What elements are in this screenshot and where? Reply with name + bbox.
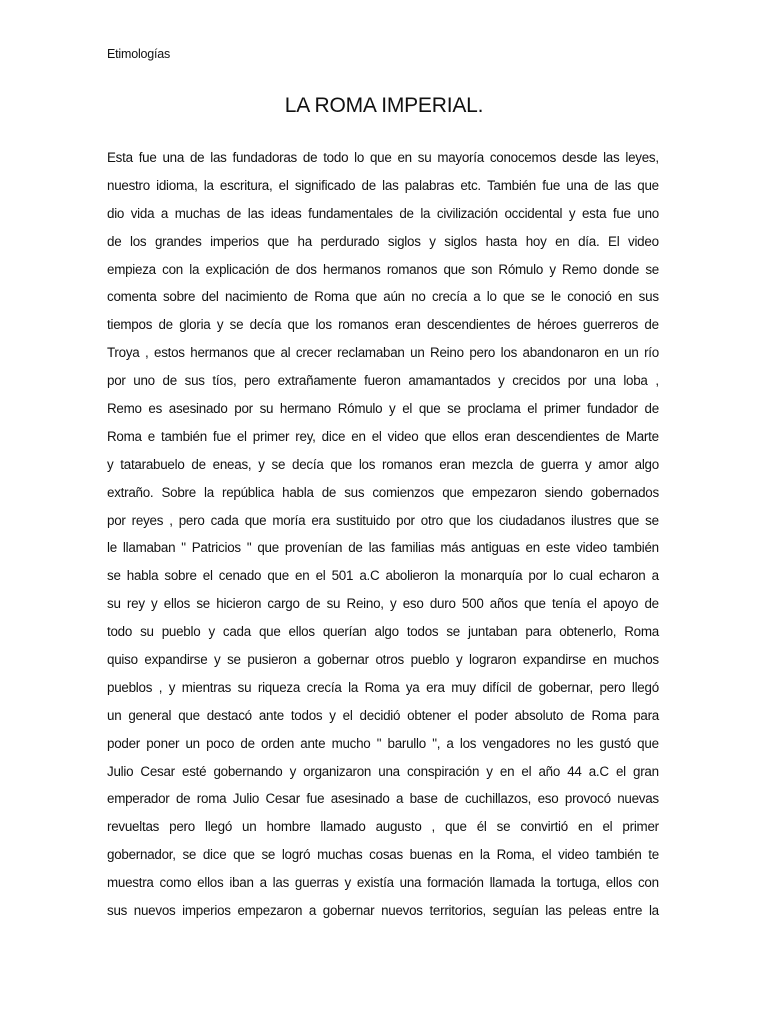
text-line: pueblos , y mientras su riqueza crecía la Roma ya era muy difícil de gobernar, pero llegó: [107, 679, 659, 695]
text-line: un general que destacó ante todos y el decidió obtener el poder absoluto de Roma para: [107, 707, 659, 723]
text-line: todo su pueblo y cada que ellos querían algo todos se juntaban para obtenerlo, Roma: [107, 624, 659, 640]
text-line: poder poner un poco de orden ante mucho " barullo ", a los vengadores no les gustó que: [107, 735, 659, 751]
text-line: comenta sobre del nacimiento de Roma que aún no crecía a lo que se le conoció en sus: [107, 289, 659, 305]
document-title: LA ROMA IMPERIAL.: [284, 94, 484, 117]
running-header: Etimologías: [107, 47, 171, 61]
text-line: emperador de roma Julio Cesar fue asesinado a base de cuchillazos, eso provocó nuevas: [107, 791, 659, 807]
text-line: le llamaban " Patricios " que provenían de las familias más antiguas en este video también: [107, 540, 659, 556]
text-line: por uno de sus tíos, pero extrañamente fueron amamantados y crecidos por una loba ,: [107, 373, 659, 389]
text-line: revueltas pero llegó un hombre llamado augusto , que él se convirtió en el primer: [107, 819, 659, 835]
text-line: Troya , estos hermanos que al crecer reclamaban un Reino pero los abandonaron en un río: [107, 345, 659, 361]
text-line: extraño. Sobre la república habla de sus comienzos que empezaron siendo gobernados: [107, 484, 659, 500]
text-line: de los grandes imperios que ha perdurado siglos y siglos hasta hoy en día. El video: [107, 233, 659, 249]
text-line: Roma e también fue el primer rey, dice en el video que ellos eran descendientes de Marte: [107, 428, 659, 444]
text-line: por reyes , pero cada que moría era sustituido por otro que los ciudadanos ilustres que se: [107, 512, 659, 528]
text-line: dio vida a muchas de las ideas fundamentales de la civilización occidental y esta fue uno: [107, 205, 659, 221]
text-line: quiso expandirse y se pusieron a gobernar otros pueblo y lograron expandirse en muchos: [107, 652, 659, 668]
text-line: empieza con la explicación de dos hermanos romanos que son Rómulo y Remo donde se: [107, 261, 659, 277]
text-line: gobernador, se dice que se logró muchas cosas buenas en la Roma, el video también te: [107, 847, 659, 863]
text-line: nuestro idioma, la escritura, el significado de las palabras etc. También fue una de las que: [107, 177, 659, 193]
text-line: muestra como ellos iban a las guerras y existía una formación llamada la tortuga, ellos con: [107, 875, 659, 891]
body-paragraph: [107, 144, 659, 925]
text-line: Remo es asesinado por su hermano Rómulo y el que se proclama el primer fundador de: [107, 401, 659, 417]
text-line: tiempos de gloria y se decía que los romanos eran descendientes de héroes guerreros de: [107, 317, 659, 333]
text-line: y tatarabuelo de eneas, y se decía que los romanos eran mezcla de guerra y amor algo: [107, 456, 659, 472]
text-line: Julio Cesar esté gobernando y organizaron una conspiración y en el año 44 a.C el gran: [107, 763, 659, 779]
text-line: sus nuevos imperios empezaron a gobernar nuevos territorios, seguían las peleas entre la: [107, 903, 659, 919]
text-line: se habla sobre el cenado que en el 501 a.C abolieron la monarquía por lo cual echaron a: [107, 568, 659, 584]
text-line: Esta fue una de las fundadoras de todo lo que en su mayoría conocemos desde las leyes,: [107, 150, 659, 165]
text-line: su rey y ellos se hicieron cargo de su Reino, y eso duro 500 años que tenía el apoyo de: [107, 596, 659, 612]
